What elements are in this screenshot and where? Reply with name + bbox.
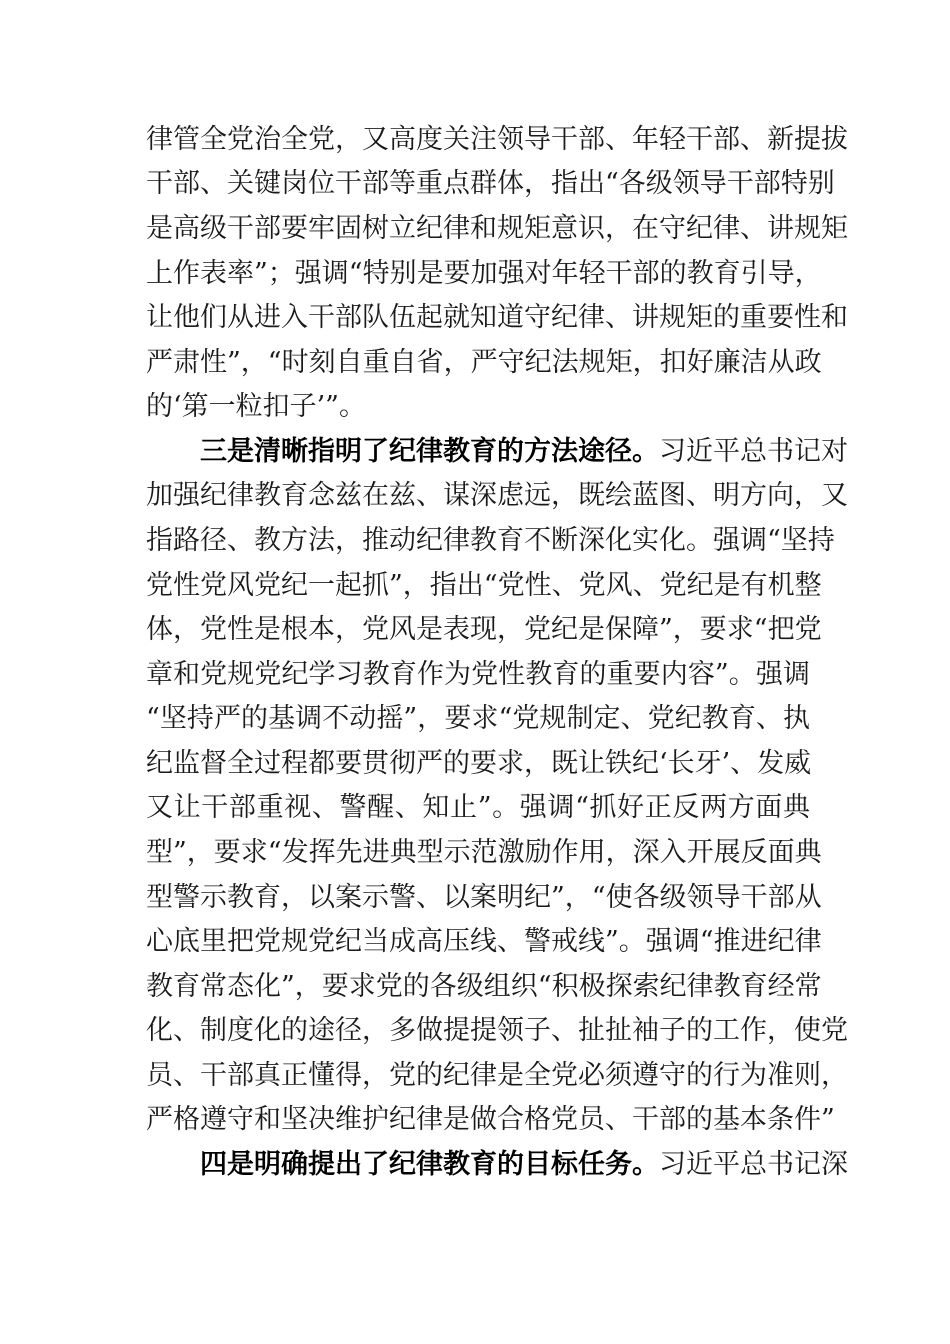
body-text-line: 是高级干部要牢固树立纪律和规矩意识，在守纪律、讲规矩 (146, 213, 848, 244)
body-text-line: 的‘第一粒扣子’”。 (146, 391, 366, 422)
body-text-line: 上作表率”；强调“特别是要加强对年轻干部的教育引导， (146, 258, 822, 289)
body-text-line: 指路径、教方法，推动纪律教育不断深化实化。强调“坚持 (146, 525, 835, 556)
body-text-line: 又让干部重视、警醒、知止”。强调“抓好正反两方面典 (146, 792, 810, 823)
body-text-line: 型”，要求“发挥先进典型示范激励作用，深入开展反面典 (146, 837, 822, 868)
body-text-line: 教育常态化”，要求党的各级组织“积极探索纪律教育经常 (146, 971, 822, 1002)
section-heading-line (200, 432, 848, 472)
section-heading-four: 四是明确提出了纪律教育的目标任务。 (200, 1149, 659, 1180)
section-heading-three: 三是清晰指明了纪律教育的方法途径。 (200, 436, 659, 467)
body-text-line: 干部、关键岗位干部等重点群体，指出“各级领导干部特别 (146, 168, 835, 199)
body-text-line: 纪监督全过程都要贯彻严的要求，既让铁纪‘长牙’、发威 (146, 748, 812, 779)
section-heading-line (200, 1145, 848, 1185)
body-text-line: 律管全党治全党，又高度关注领导干部、年轻干部、新提拔 (146, 124, 848, 155)
body-text-line: 党性党风党纪一起抓”，指出“党性、党风、党纪是有机整 (146, 570, 822, 601)
body-text-line: “坚持严的基调不动摇”，要求“党规制定、党纪教育、执 (146, 703, 810, 734)
body-text-line: 严肃性”，“时刻自重自省，严守纪法规矩，扣好廉洁从政 (146, 347, 822, 378)
body-text-line: 体，党性是根本，党风是表现，党纪是保障”，要求“把党 (146, 614, 822, 645)
body-text-line: 心底里把党规党纪当成高压线、警戒线”。强调“推进纪律 (146, 926, 822, 957)
body-text-line: 型警示教育，以案示警、以案明纪”，“使各级领导干部从 (146, 882, 822, 913)
body-text-line: 化、制度化的途径，多做提提领子、扯扯袖子的工作，使党 (146, 1015, 848, 1046)
body-text-line: 让他们从进入干部队伍起就知道守纪律、讲规矩的重要性和 (146, 302, 848, 333)
body-text-span: 习近平总书记深 (659, 1149, 848, 1180)
body-text-line: 员、干部真正懂得，党的纪律是全党必须遵守的行为准则， (146, 1060, 848, 1091)
body-text-span: 习近平总书记对 (659, 436, 848, 467)
body-text-line: 加强纪律教育念兹在兹、谋深虑远，既绘蓝图、明方向，又 (146, 480, 848, 511)
body-text-line: 章和党规党纪学习教育作为党性教育的重要内容”。强调 (146, 659, 810, 690)
body-text-line: 严格遵守和坚决维护纪律是做合格党员、干部的基本条件” (146, 1104, 835, 1135)
